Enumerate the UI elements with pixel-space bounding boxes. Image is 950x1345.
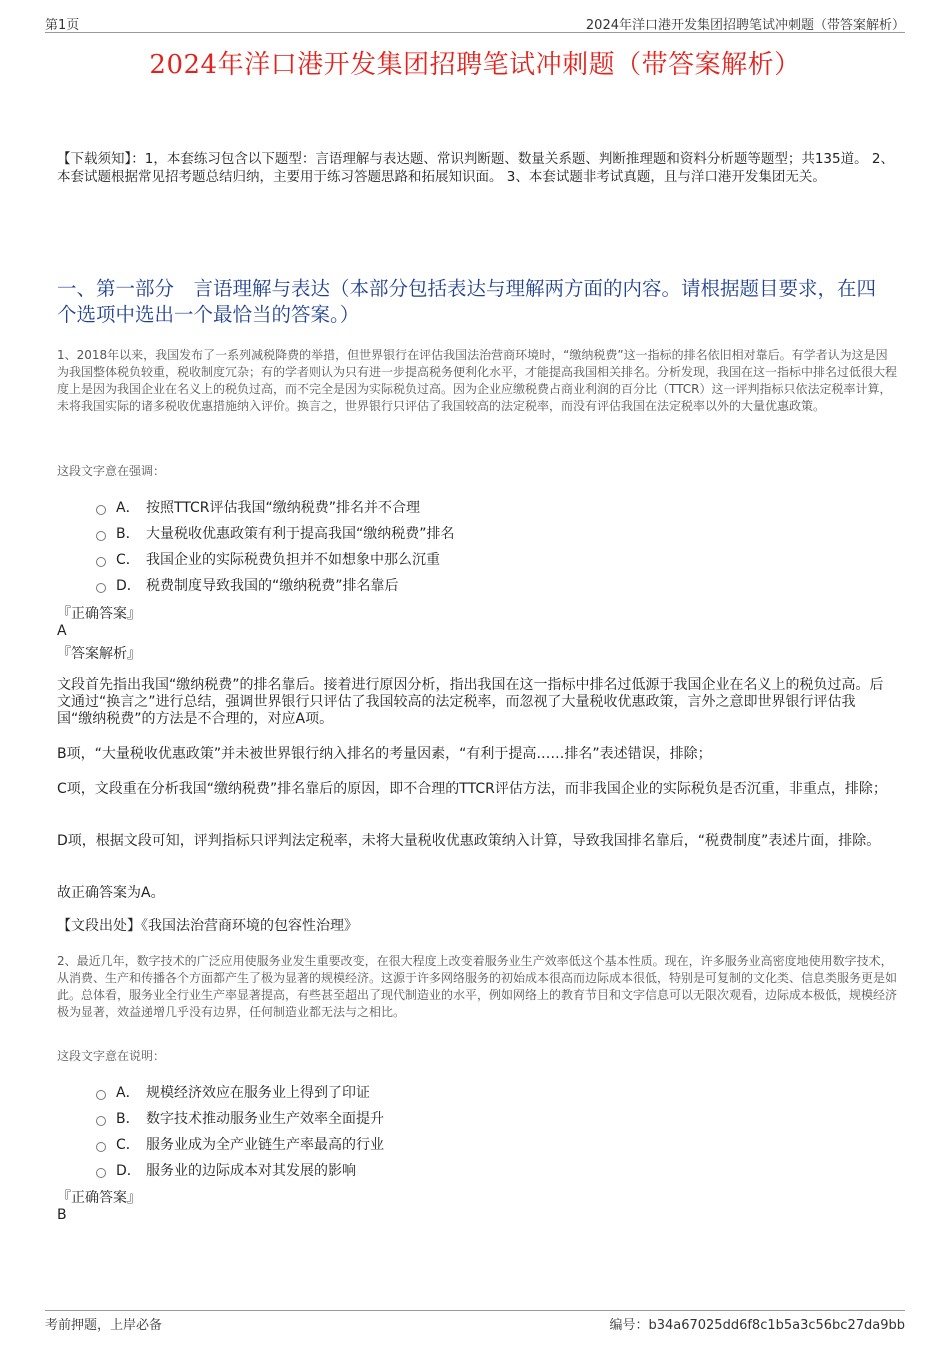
analysis-paragraph: C项，文段重在分析我国“缴纳税费”排名靠后的原因，即不合理的TTCR评估方法，而非我国企业的实际税负是否沉重，非重点，排除；: [57, 781, 887, 797]
radio-icon[interactable]: [96, 583, 106, 593]
question-2-option-c[interactable]: [96, 1134, 384, 1154]
question-1-option-d[interactable]: [96, 575, 399, 595]
answer-label: 『正确答案』: [57, 1190, 141, 1206]
option-text: 规模经济效应在服务业上得到了印证: [146, 1085, 370, 1101]
download-notice: 【下载须知】：1，本套练习包含以下题型：言语理解与表达题、常识判断题、数量关系题、判断推理题和资料分析题等题型；共135道。 2、本套试题根据常见招考题总结归纳，主要用于练习答题思路和拓展知识面。 3、本套试题非考试真题，且与洋口港开发集团无关。: [57, 151, 894, 185]
question-1-option-c[interactable]: [96, 549, 440, 569]
option-text: 我国企业的实际税费负担并不如想象中那么沉重: [146, 552, 440, 568]
analysis-paragraph: 文段首先指出我国“缴纳税费”的排名靠后。接着进行原因分析，指出我国在这一指标中排名过低源于我国企业在名义上的税负过高。后文通过“换言之”进行总结，强调世界银行只评估了我国较高的法定税率，而忽视了大量税收优惠政策，言外之意即世界银行评估我国“缴纳税费”的方法是不合理的，对应A项。: [57, 677, 884, 727]
radio-icon[interactable]: [96, 505, 106, 515]
option-letter: C．: [116, 552, 140, 568]
question-1-text: 1、2018年以来，我国发布了一系列减税降费的举措，但世界银行在评估我国法治营商环境时，“缴纳税费”这一指标的排名依旧相对靠后。有学者认为这是因为我国整体税负较重，税收制度冗杂；有的学者则认为只有进一步提高税务便利化水平，才能提高我国相关排名。分析发现，我国在这一指标中排名过低很大程度上是因为我国企业在名义上的税负过高，而不完全是因为实际税负过高。因为企业应缴税费占商业利润的百分比（TTCR）这一评判指标只依法定税率计算，未将我国实际的诸多税收优惠措施纳入评价。换言之，世界银行只评估了我国较高的法定税率，而没有评估我国在法定税率以外的大量优惠政策。: [57, 348, 898, 413]
option-letter: A．: [116, 1085, 140, 1101]
option-letter: D．: [116, 1163, 141, 1179]
option-text: 税费制度导致我国的“缴纳税费”排名靠后: [146, 578, 399, 594]
analysis-conclusion: 故正确答案为A。: [57, 885, 165, 901]
passage-source: 【文段出处】《我国法治营商环境的包容性治理》: [57, 918, 358, 934]
page-number: 第1页: [45, 18, 80, 33]
option-text: 服务业成为全产业链生产率最高的行业: [146, 1137, 384, 1153]
question-1-prompt: 这段文字意在强调：: [57, 464, 166, 478]
question-1-option-a[interactable]: [96, 497, 420, 517]
question-2-option-b[interactable]: [96, 1108, 384, 1128]
question-2-prompt: 这段文字意在说明：: [57, 1049, 166, 1063]
answer-value: B: [57, 1207, 67, 1223]
footer-slogan: 考前押题，上岸必备: [45, 1318, 163, 1333]
radio-icon[interactable]: [96, 1090, 106, 1100]
question-2-option-d[interactable]: [96, 1160, 356, 1180]
radio-icon[interactable]: [96, 1142, 106, 1152]
option-text: 数字技术推动服务业生产效率全面提升: [146, 1111, 384, 1127]
option-text: 按照TTCR评估我国“缴纳税费”排名并不合理: [146, 500, 421, 516]
option-letter: A．: [116, 500, 140, 516]
radio-icon[interactable]: [96, 531, 106, 541]
option-letter: C．: [116, 1137, 140, 1153]
option-letter: D．: [116, 578, 141, 594]
document-title: 2024年洋口港开发集团招聘笔试冲刺题（带答案解析）: [149, 50, 801, 80]
radio-icon[interactable]: [96, 557, 106, 567]
option-text: 服务业的边际成本对其发展的影响: [146, 1163, 356, 1179]
running-header-title: 2024年洋口港开发集团招聘笔试冲刺题（带答案解析）: [585, 18, 905, 33]
option-letter: B．: [116, 1111, 140, 1127]
document-id: 编号：b34a67025dd6f8c1b5a3c56bc27da9bb: [609, 1318, 905, 1333]
radio-icon[interactable]: [96, 1168, 106, 1178]
question-2-text: 2、最近几年，数字技术的广泛应用使服务业发生重要改变，在很大程度上改变着服务业生产效率低这个基本性质。现在，许多服务业高密度地使用数字技术，从消费、生产和传播各个方面都产生了极为显著的规模经济。这源于许多网络服务的初始成本很高而边际成本很低，特别是可复制的文化类、信息类服务更是如此。总体看，服务业全行业生产率显著提高，有些甚至超出了现代制造业的水平，例如网络上的教育节目和文字信息可以无限次观看，边际成本极低，规模经济极为显著，效益递增几乎没有边界，任何制造业都无法与之相比。: [57, 954, 898, 1019]
section-heading: 一、第一部分 言语理解与表达（本部分包括表达与理解两方面的内容。请根据题目要求，在四个选项中选出一个最恰当的答案。）: [57, 277, 877, 326]
analysis-paragraph: B项，“大量税收优惠政策”并未被世界银行纳入排名的考量因素，“有利于提高……排名”表述错误，排除；: [57, 746, 712, 762]
answer-value: A: [57, 623, 67, 639]
answer-label: 『正确答案』: [57, 606, 141, 622]
option-text: 大量税收优惠政策有利于提高我国“缴纳税费”排名: [146, 526, 455, 542]
analysis-label: 『答案解析』: [57, 646, 141, 662]
question-1-option-b[interactable]: [96, 523, 455, 543]
option-letter: B．: [116, 526, 140, 542]
footer-divider: [45, 1310, 905, 1311]
question-2-option-a[interactable]: [96, 1082, 370, 1102]
radio-icon[interactable]: [96, 1116, 106, 1126]
header-divider: [45, 32, 905, 33]
analysis-paragraph: D项，根据文段可知，评判指标只评判法定税率，未将大量税收优惠政策纳入计算，导致我国排名靠后，“税费制度”表述片面，排除。: [57, 833, 881, 849]
